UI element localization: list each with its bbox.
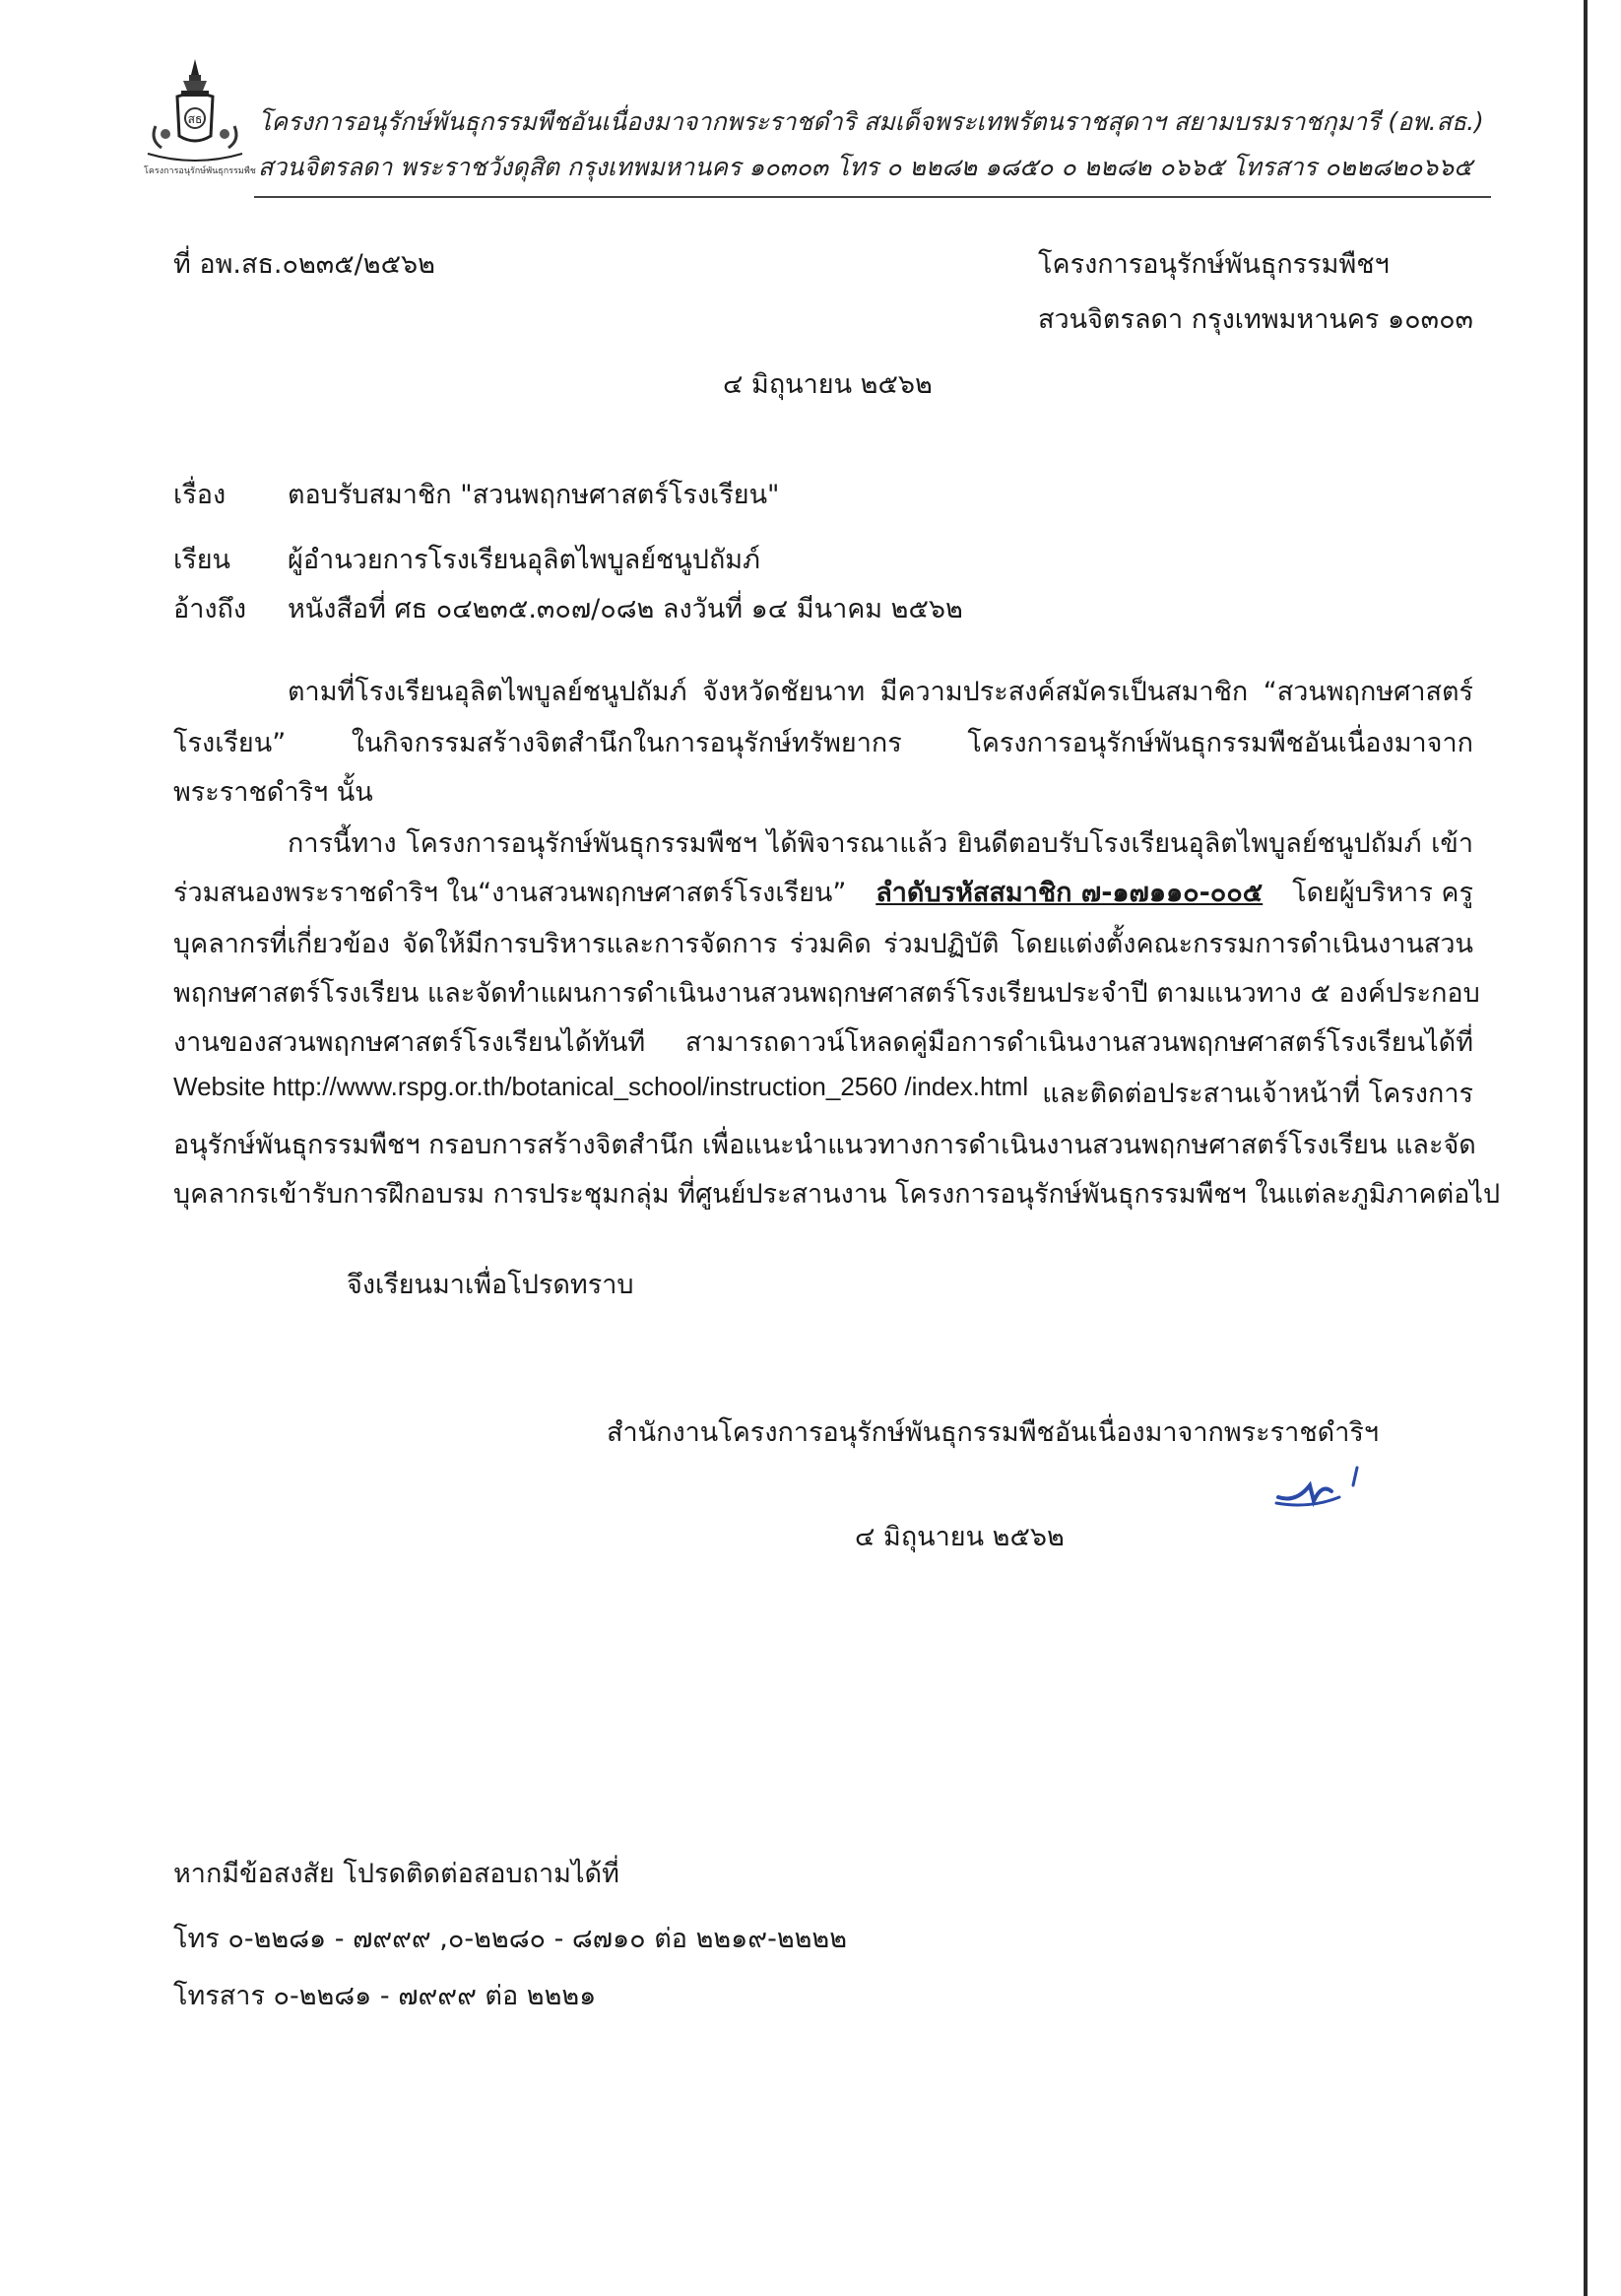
contact-phone: โทร ๐-๒๒๘๑ - ๗๙๙๙ ,๐-๒๒๘๐ - ๘๗๑๐ ต่อ ๒๒๑๙-๒๒๒๒ bbox=[173, 1924, 848, 1954]
para2-line6-end: และติดต่อประสานเจ้าหน้าที่ โครงการ bbox=[1042, 1079, 1473, 1109]
para2-line4: พฤกษศาสตร์โรงเรียน และจัดทำแผนการดำเนินงานสวนพฤกษศาสตร์โรงเรียนประจำปี ตามแนวทาง ๕ องค์ประกอบ bbox=[173, 978, 1480, 1009]
contact-intro: หากมีข้อสงสัย โปรดติดต่อสอบถามได้ที่ bbox=[173, 1859, 619, 1889]
website-url-text: Website http://www.rspg.or.th/botanical_school/instruction_2560 /index.html bbox=[173, 1072, 1029, 1101]
sender-name: โครงการอนุรักษ์พันธุกรรมพืชฯ bbox=[1038, 249, 1390, 280]
rspg-emblem-logo bbox=[142, 57, 248, 171]
para2-line5: งานของสวนพฤกษศาสตร์โรงเรียนได้ทันที สามารถดาวน์โหลดคู่มือการดำเนินงานสวนพฤกษศาสตร์โรงเรียนได้ที่ bbox=[173, 1027, 1473, 1058]
handwritten-signature bbox=[1270, 1458, 1379, 1517]
subject-value: ตอบรับสมาชิก "สวนพฤกษศาสตร์โรงเรียน" bbox=[288, 480, 780, 510]
para2-line3: บุคลากรที่เกี่ยวข้อง จัดให้มีการบริหารและการจัดการ ร่วมคิด ร่วมปฏิบัติ โดยแต่งตั้งคณะกรรมการดำเนินงานสวน bbox=[173, 929, 1473, 959]
svg-text:สธ: สธ bbox=[187, 112, 203, 126]
closing-phrase: จึงเรียนมาเพื่อโปรดทราบ bbox=[347, 1270, 634, 1300]
signature-date: ๔ มิถุนายน ๒๕๖๒ bbox=[855, 1522, 1065, 1552]
subject-label: เรื่อง bbox=[173, 480, 227, 510]
para2-line2-end: โดยผู้บริหาร ครู bbox=[1292, 878, 1473, 908]
para1-line1: ตามที่โรงเรียนอุลิตไพบูลย์ชนูปถัมภ์ จังหวัดชัยนาท มีความประสงค์สมัครเป็นสมาชิก “สวนพฤกษศาสตร์ bbox=[288, 677, 1473, 707]
signature-office: สำนักงานโครงการอนุรักษ์พันธุกรรมพืชอันเนื่องมาจากพระราชดำริฯ bbox=[607, 1417, 1380, 1448]
emblem-caption: โครงการอนุรักษ์พันธุกรรมพืช bbox=[144, 166, 256, 176]
para1-line2: โรงเรียน” ในกิจกรรมสร้างจิตสำนึกในการอนุรักษ์ทรัพยากร โครงการอนุรักษ์พันธุกรรมพืชอันเนื่องมาจาก bbox=[173, 728, 1473, 758]
document-number: ที่ อพ.สธ.๐๒๓๕/๒๕๖๒ bbox=[173, 249, 435, 280]
para1-line3: พระราชดำริฯ นั้น bbox=[173, 777, 373, 808]
sender-address: สวนจิตรลดา กรุงเทพมหานคร ๑๐๓๐๓ bbox=[1038, 304, 1474, 335]
header-organization-line: โครงการอนุรักษ์พันธุกรรมพืชอันเนื่องมาจากพระราชดำริ สมเด็จพระเทพรัตนราชสุดาฯ สยามบรมราชกุมารี (อพ.สธ.) bbox=[258, 107, 1484, 136]
reference-label: อ้างถึง bbox=[173, 594, 247, 624]
para2-line7: อนุรักษ์พันธุกรรมพืชฯ กรอบการสร้างจิตสำนึก เพื่อแนะนำแนวทางการดำเนินงานสวนพฤกษศาสตร์โรงเรียน และจัด bbox=[173, 1130, 1476, 1160]
para2-line2 bbox=[173, 871, 1473, 913]
document-date: ๔ มิถุนายน ๒๕๖๒ bbox=[723, 369, 933, 400]
reference-value: หนังสือที่ ศธ ๐๔๒๓๕.๓๐๗/๐๘๒ ลงวันที่ ๑๔ มีนาคม ๒๕๖๒ bbox=[288, 594, 963, 624]
header-divider bbox=[254, 196, 1491, 198]
para2-line6 bbox=[173, 1072, 1473, 1114]
member-code: ลำดับรหัสสมาชิก ๗-๑๗๑๑๐-๐๐๕ bbox=[875, 878, 1264, 908]
para2-line2-start: ร่วมสนองพระราชดำริฯ ใน“งานสวนพฤกษศาสตร์โรงเรียน” bbox=[173, 878, 847, 908]
contact-fax: โทรสาร ๐-๒๒๘๑ - ๗๙๙๙ ต่อ ๒๒๒๑ bbox=[173, 1981, 597, 2011]
para2-line8: บุคลากรเข้ารับการฝึกอบรม การประชุมกลุ่ม ที่ศูนย์ประสานงาน โครงการอนุรักษ์พันธุกรรมพืชฯ ในแต่ละภูมิภาคต่อไป bbox=[173, 1179, 1501, 1210]
header-address-line: สวนจิตรลดา พระราชวังดุสิต กรุงเทพมหานคร ๑๐๓๐๓ โทร ๐ ๒๒๘๒ ๑๘๕๐ ๐ ๒๒๘๒ ๐๖๖๕ โทรสาร ๐๒๒๘๒๐๖๖๕ bbox=[258, 153, 1472, 181]
addressee-label: เรียน bbox=[173, 545, 231, 575]
addressee-value: ผู้อำนวยการโรงเรียนอุลิตไพบูลย์ชนูปถัมภ์ bbox=[288, 545, 760, 575]
page-edge-border bbox=[1584, 0, 1588, 2296]
para2-line1: การนี้ทาง โครงการอนุรักษ์พันธุกรรมพืชฯ ได้พิจารณาแล้ว ยินดีตอบรับโรงเรียนอุลิตไพบูลย์ชนูปถัมภ์ เข้า bbox=[288, 828, 1473, 859]
